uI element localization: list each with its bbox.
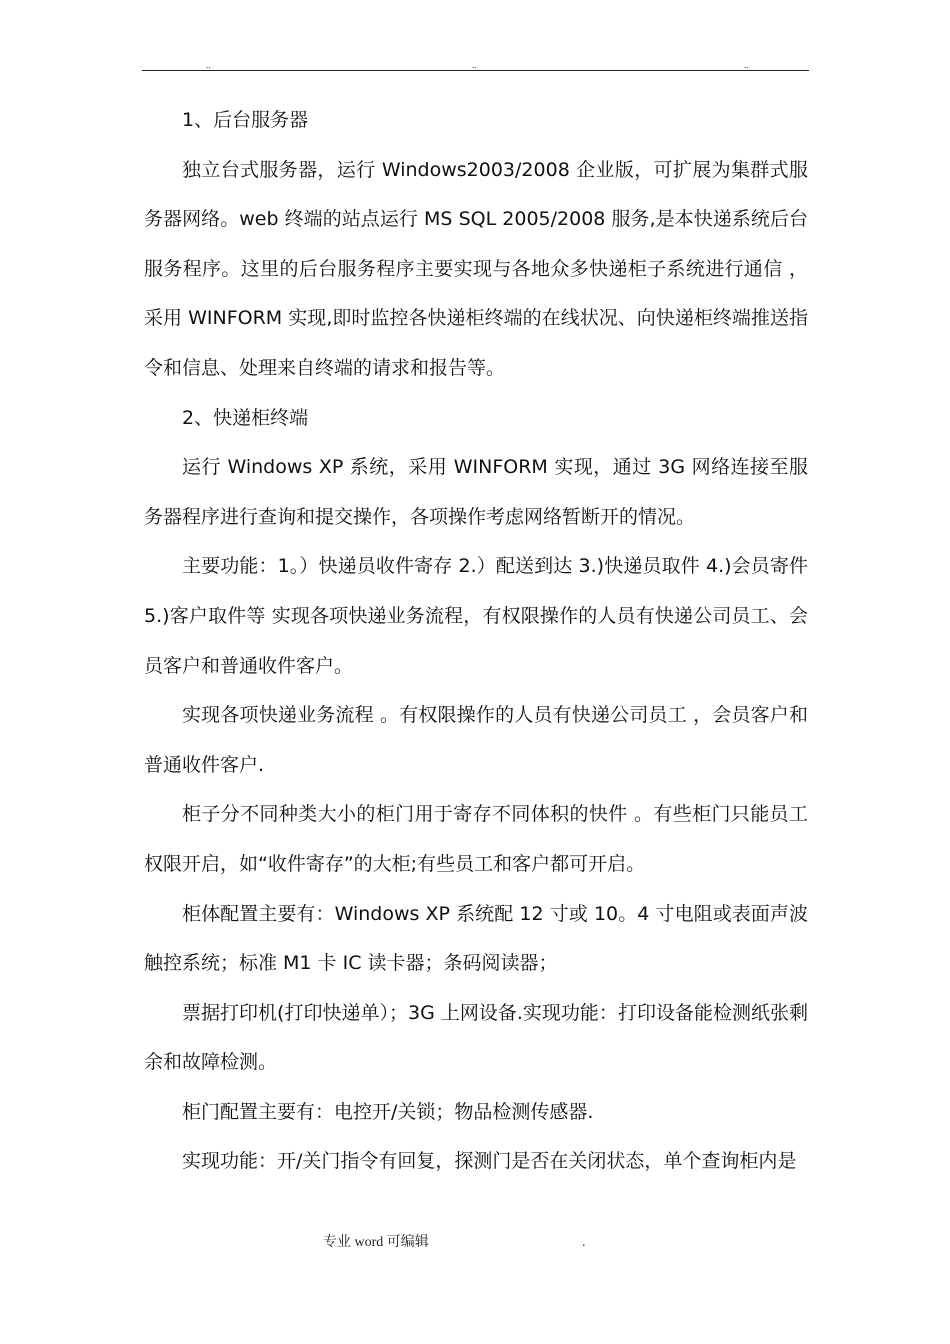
header-mark-right: .. bbox=[744, 60, 749, 70]
paragraph-cabinet-config: 柜体配置主要有：Windows XP 系统配 12 寸或 10。4 寸电阻或表面声波触控系统；标准 M1 卡 IC 读卡器；条码阅读器； bbox=[144, 902, 808, 975]
paragraph-backend-server: 独立台式服务器，运行 Windows2003/2008 企业版，可扩展为集群式服务器网络。web 终端的站点运行 MS SQL 2005/2008 服务,是本快递系统后台服务程序。这里的后台服务程序主要实现与各地众多快递柜子系统进行通信 ，采用 WINFORM 实现,即时监控各快递柜终端的在线状况、向快递柜终端推送指令和信息、处理来自终端的请求和报告等。 bbox=[144, 158, 808, 379]
header-mark-left: .. bbox=[206, 60, 211, 70]
header-rule bbox=[142, 70, 809, 71]
paragraph-business-process: 实现各项快递业务流程 。有权限操作的人员有快递公司员工 ，会员客户和普通收件客户. bbox=[144, 704, 808, 776]
paragraph-main-functions: 主要功能：1。）快递员收件寄存 2.）配送到达 3.)快递员取件 4.)会员寄件 5.)客户取件等 实现各项快递业务流程，有权限操作的人员有快递公司员工、会员客户和普通收件客户。 bbox=[144, 555, 808, 677]
footer-label: 专业 word 可编辑 bbox=[323, 1235, 429, 1250]
section-heading-backend-server: 1、后台服务器 bbox=[182, 109, 309, 131]
paragraph-terminal-system: 运行 Windows XP 系统，采用 WINFORM 实现，通过 3G 网络连接至服务器程序进行查询和提交操作，各项操作考虑网络暂断开的情况。 bbox=[144, 456, 808, 528]
header-mark-center: .. bbox=[472, 60, 477, 70]
paragraph-door-functions: 实现功能：开/关门指令有回复，探测门是否在关闭状态，单个查询柜内是 bbox=[182, 1150, 797, 1173]
footer-dot: . bbox=[582, 1235, 586, 1250]
paragraph-printer: 票据打印机(打印快递单）；3G 上网设备.实现功能：打印设备能检测纸张剩余和故障检测。 bbox=[144, 1001, 808, 1074]
section-heading-locker-terminal: 2、快递柜终端 bbox=[182, 406, 309, 429]
paragraph-locker-doors: 柜子分不同种类大小的柜门用于寄存不同体积的快件 。有些柜门只能员工权限开启，如“收件寄存”的大柜;有些员工和客户都可开启。 bbox=[144, 803, 808, 875]
document-body bbox=[144, 96, 808, 1187]
paragraph-door-config: 柜门配置主要有：电控开/关锁；物品检测传感器. bbox=[182, 1100, 594, 1123]
